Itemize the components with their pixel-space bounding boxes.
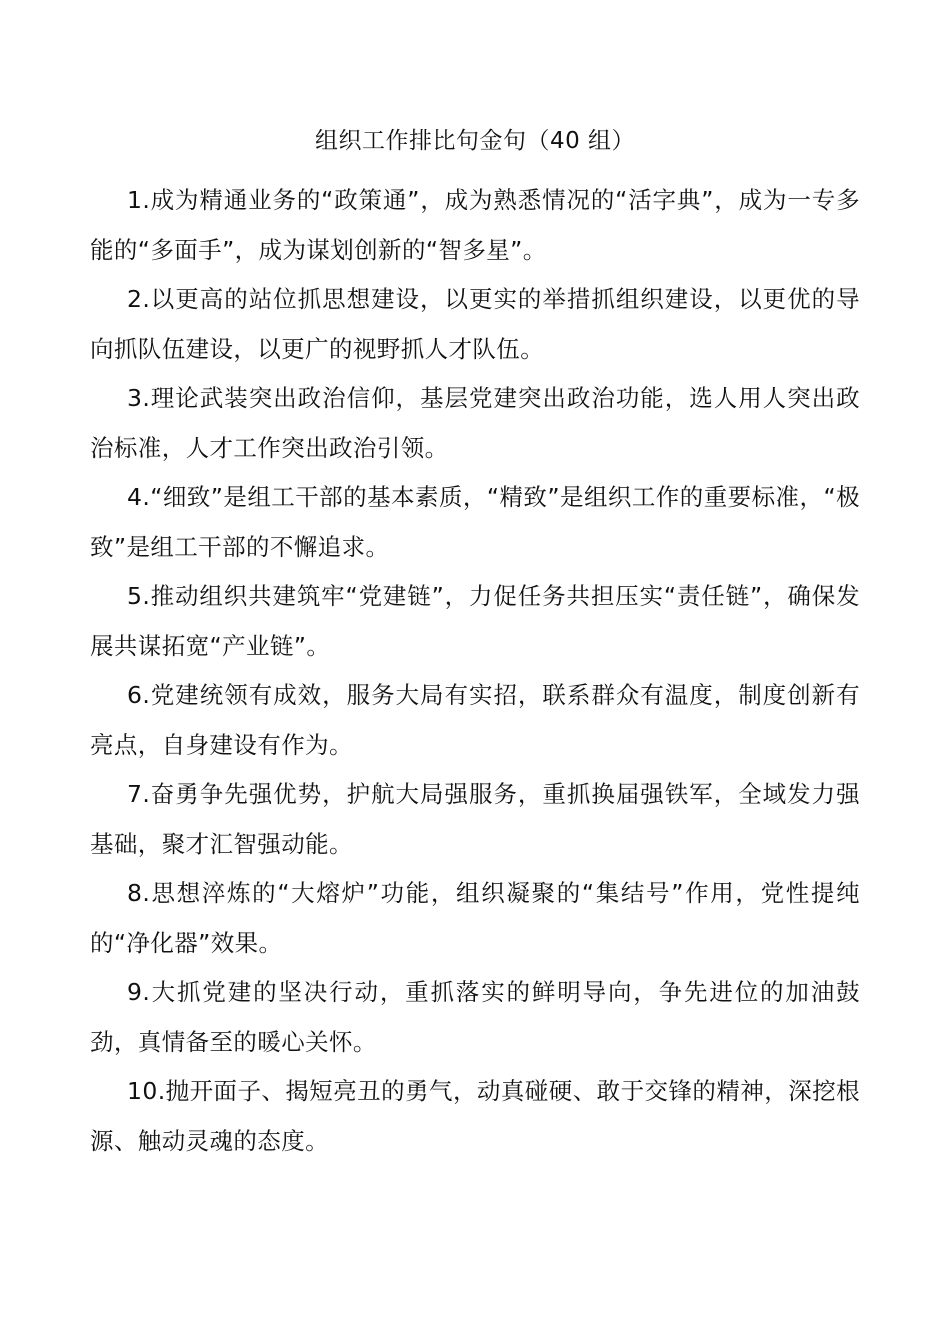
paragraph-3: 3.理论武装突出政治信仰，基层党建突出政治功能，选人用人突出政治标准，人才工作突出政治引领。 [90, 384, 860, 462]
document-title: 组织工作排比句金句（40 组） [314, 128, 636, 154]
paragraph-2: 2.以更高的站位抓思想建设，以更实的举措抓组织建设，以更优的导向抓队伍建设，以更广的视野抓人才队伍。 [90, 285, 860, 363]
paragraph-4: 4.“细致”是组工干部的基本素质，“精致”是组织工作的重要标准，“极致”是组工干部的不懈追求。 [90, 483, 860, 561]
document-body [90, 176, 860, 1166]
paragraph-9: 9.大抓党建的坚决行动，重抓落实的鲜明导向，争先进位的加油鼓劲，真情备至的暖心关怀。 [90, 978, 860, 1056]
paragraph-10: 10.抛开面子、揭短亮丑的勇气，动真碰硬、敢于交锋的精神，深挖根源、触动灵魂的态度。 [90, 1077, 860, 1155]
paragraph-5: 5.推动组织共建筑牢“党建链”，力促任务共担压实“责任链”，确保发展共谋拓宽“产业链”。 [90, 582, 860, 660]
paragraph-1: 1.成为精通业务的“政策通”，成为熟悉情况的“活字典”，成为一专多能的“多面手”，成为谋划创新的“智多星”。 [90, 186, 860, 264]
paragraph-7: 7.奋勇争先强优势，护航大局强服务，重抓换届强铁军，全域发力强基础，聚才汇智强动能。 [90, 780, 860, 858]
paragraph-6: 6.党建统领有成效，服务大局有实招，联系群众有温度，制度创新有亮点，自身建设有作为。 [90, 681, 860, 759]
paragraph-8: 8.思想淬炼的“大熔炉”功能，组织凝聚的“集结号”作用，党性提纯的“净化器”效果。 [90, 879, 860, 957]
